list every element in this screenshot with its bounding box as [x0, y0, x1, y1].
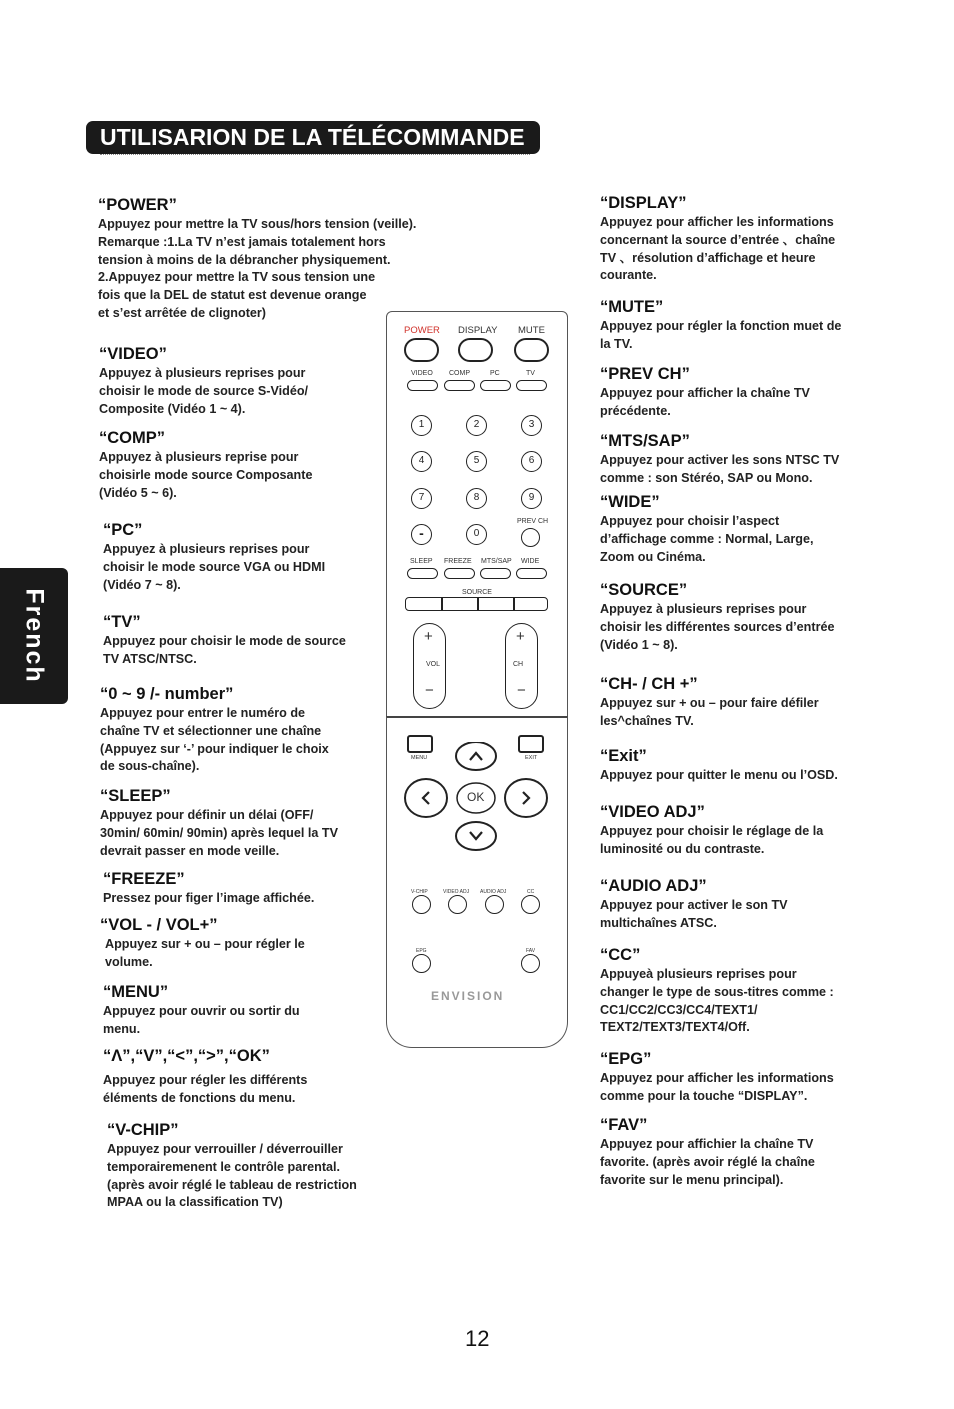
- entry-comp: [99, 428, 312, 502]
- remote-power-label: POWER: [404, 325, 440, 336]
- entry-heading: “PC”: [103, 521, 143, 539]
- entry-prev-ch: [600, 364, 810, 421]
- entry-mute: [600, 297, 841, 354]
- remote-digit-3: 3: [521, 415, 542, 436]
- language-tab: [0, 568, 68, 704]
- entry-display: [600, 193, 835, 285]
- remote-cc-label: CC: [527, 889, 535, 895]
- entry-fav: [600, 1115, 815, 1189]
- remote-epg-button: [412, 954, 431, 973]
- entry-wide: [600, 492, 813, 566]
- remote-digit-6: 6: [521, 451, 542, 472]
- entry-cc: [600, 945, 834, 1037]
- entry-source: [600, 580, 834, 654]
- entry-freeze: [103, 869, 314, 908]
- entry-vchip: [107, 1120, 357, 1212]
- remote-digit-4: 4: [411, 451, 432, 472]
- entry-heading: “0 ~ 9 /- number”: [100, 685, 234, 703]
- entry-heading: “POWER”: [98, 196, 177, 214]
- remote-video-label: VIDEO: [411, 370, 433, 377]
- remote-menu-label: MENU: [411, 755, 428, 761]
- entry-epg: [600, 1049, 834, 1106]
- entry-heading: “AUDIO ADJ”: [600, 877, 707, 895]
- remote-mute-label: MUTE: [518, 325, 545, 336]
- remote-source-divider: [513, 597, 515, 611]
- entry-heading: “V-CHIP”: [107, 1121, 179, 1139]
- entry-power: [98, 195, 416, 323]
- page-title: UTILISARION DE LA TÉLÉCOMMANDE: [86, 121, 540, 154]
- entry-heading: “SLEEP”: [100, 787, 171, 805]
- remote-mts-sap-label: MTS/SAP: [481, 558, 512, 565]
- entry-heading: “FAV”: [600, 1116, 648, 1134]
- remote-sleep-label: SLEEP: [410, 558, 433, 565]
- remote-digit-8: 8: [466, 488, 487, 509]
- entry-text: Appuyez pour choisir le mode de source TV ATSC/NTSC.: [103, 634, 346, 666]
- remote-vol-minus: −: [425, 682, 434, 699]
- entry-text: Appuyez pour affichier la chaîne TV favorite. (après avoir réglé la chaîne favorite sur le menu principal).: [600, 1137, 815, 1187]
- entry-heading: “FREEZE”: [103, 870, 185, 888]
- entry-heading: “MENU”: [103, 983, 169, 1001]
- entry-text: Appuyez pour régler les différents éléments de fonctions du menu.: [103, 1073, 308, 1105]
- entry-heading: “Exit”: [600, 747, 647, 765]
- entry-video: [99, 344, 308, 418]
- remote-fav-label: FAV: [526, 948, 536, 954]
- remote-brand-logo: ENVISION: [431, 989, 505, 1003]
- entry-sleep: [100, 786, 338, 860]
- entry-text: Appuyez pour activer les sons NTSC TV comme : son Stéréo, SAP ou Mono.: [600, 453, 840, 485]
- entry-volume: [100, 915, 305, 972]
- entry-text: Appuyez pour entrer le numéro de chaîne TV et sélectionner une chaîne (Appuyez sur ‘-’ pour indiquer le choix de sous-chaîne).: [100, 706, 329, 774]
- remote-vchip-button: [412, 895, 431, 914]
- remote-ok-label: OK: [467, 790, 485, 804]
- remote-freeze-button: [444, 568, 475, 579]
- language-label: French: [20, 588, 49, 684]
- remote-fav-button: [521, 954, 540, 973]
- remote-audio-adj-button: [485, 895, 504, 914]
- title-divider: [100, 154, 530, 156]
- remote-ch-minus: −: [517, 682, 526, 699]
- entry-text: Appuyez pour afficher les informations concernant la source d’entrée 、chaîne TV 、résolution d’affichage et heure courante.: [600, 215, 836, 283]
- entry-text: Appuyez sur + ou – pour faire défiler les^chaînes TV.: [600, 696, 819, 728]
- entry-pc: [103, 520, 325, 594]
- entry-text: Appuyez à plusieurs reprise pour choisirle mode source Composante (Vidéo 5 ~ 6).: [99, 450, 313, 500]
- entry-tv: [103, 612, 346, 669]
- entry-text: Appuyeà plusieurs reprises pour changer le type de sous-titres comme : CC1/CC2/CC3/CC4/TEXT1/ TEXT2/TEXT3/TEXT4/Off.: [600, 967, 834, 1035]
- remote-prev-ch-label: PREV CH: [517, 518, 549, 525]
- entry-text: Appuyez pour activer le son TV multichaînes ATSC.: [600, 898, 788, 930]
- remote-power-button: [404, 338, 439, 362]
- entry-text: Appuyez à plusieurs reprises pour choisir le mode source VGA ou HDMI (Vidéo 7 ~ 8).: [103, 542, 326, 592]
- remote-wide-label: WIDE: [521, 558, 540, 565]
- entry-heading: “VIDEO ADJ”: [600, 803, 705, 821]
- page-number: 12: [465, 1326, 490, 1351]
- remote-comp-label: COMP: [449, 370, 470, 377]
- remote-mute-button: [514, 338, 549, 362]
- entry-heading: “EPG”: [600, 1050, 652, 1068]
- remote-comp-button: [444, 380, 475, 391]
- remote-digit-5: 5: [466, 451, 487, 472]
- entry-text: Appuyez pour quitter le menu ou l’OSD.: [600, 768, 838, 782]
- remote-source-divider: [441, 597, 443, 611]
- remote-cc-button: [521, 895, 540, 914]
- entry-text: Appuyez pour ouvrir ou sortir du menu.: [103, 1004, 300, 1036]
- remote-freeze-label: FREEZE: [444, 558, 472, 565]
- remote-display-button: [458, 338, 493, 362]
- entry-heading: “COMP”: [99, 429, 165, 447]
- entry-exit: [600, 746, 838, 785]
- entry-heading: “WIDE”: [600, 493, 660, 511]
- entry-navigation: [103, 1046, 307, 1108]
- remote-dash-button: -: [411, 524, 432, 545]
- entry-text: Appuyez pour régler la fonction muet de la TV.: [600, 319, 842, 351]
- entry-number-keys: [100, 684, 329, 776]
- entry-heading: “CC”: [600, 946, 641, 964]
- entry-heading: “Λ”,“V”,“<”,“>”,“OK”: [103, 1047, 270, 1065]
- remote-pc-button: [480, 380, 511, 391]
- entry-heading: “MTS/SAP”: [600, 432, 690, 450]
- entry-audio-adj: [600, 876, 788, 933]
- entry-heading: “VIDEO”: [99, 345, 167, 363]
- remote-source-label: SOURCE: [462, 589, 492, 596]
- entry-mts-sap: [600, 431, 839, 488]
- entry-channel: [600, 674, 819, 731]
- entry-text: Appuyez pour choisir le réglage de la luminosité ou du contraste.: [600, 824, 824, 856]
- entry-heading: “SOURCE”: [600, 581, 688, 599]
- remote-exit-label: EXIT: [525, 755, 538, 761]
- remote-tv-label: TV: [526, 370, 535, 377]
- remote-epg-label: EPG: [416, 948, 427, 954]
- remote-digit-1: 1: [411, 415, 432, 436]
- entry-text: Appuyez pour afficher les informations comme pour la touche “DISPLAY”.: [600, 1071, 834, 1103]
- entry-menu: [103, 982, 300, 1039]
- entry-text: Appuyez à plusieurs reprises pour choisir le mode de source S-Vidéo/ Composite (Vidéo 1 ~ 4).: [99, 366, 309, 416]
- entry-heading: “VOL - / VOL+”: [100, 916, 218, 934]
- entry-text: Appuyez à plusieurs reprises pour choisir les différentes sources d’entrée (Vidéo 1 ~ 8).: [600, 602, 835, 652]
- remote-digit-7: 7: [411, 488, 432, 509]
- entry-text: Appuyez pour choisir l’aspect d’affichage comme : Normal, Large, Zoom ou Cinéma.: [600, 514, 814, 564]
- remote-audio-adj-label: AUDIO ADJ: [480, 889, 507, 895]
- remote-digit-9: 9: [521, 488, 542, 509]
- remote-mts-sap-button: [480, 568, 511, 579]
- entry-heading: “PREV CH”: [600, 365, 690, 383]
- remote-digit-0: 0: [466, 524, 487, 545]
- remote-source-divider: [477, 597, 479, 611]
- remote-wide-button: [516, 568, 547, 579]
- entry-heading: “MUTE”: [600, 298, 664, 316]
- entry-heading: “DISPLAY”: [600, 194, 687, 212]
- entry-text: Appuyez pour verrouiller / déverrouiller temporairemenent le contrôle parental. (après avoir réglé le tableau de restriction MPAA ou la classification TV): [107, 1142, 357, 1210]
- remote-ch-plus: +: [516, 628, 525, 645]
- entry-video-adj: [600, 802, 823, 859]
- entry-text: Appuyez sur + ou – pour régler le volume.: [105, 937, 305, 969]
- entry-heading: “CH- / CH +”: [600, 675, 698, 693]
- remote-pc-label: PC: [490, 370, 500, 377]
- remote-vol-plus: +: [424, 628, 433, 645]
- entry-text: Pressez pour figer l’image affichée.: [103, 891, 315, 905]
- remote-vchip-label: V-CHIP: [411, 889, 428, 895]
- entry-heading: “TV”: [103, 613, 141, 631]
- remote-vol-label: VOL: [426, 661, 441, 668]
- remote-ch-label: CH: [513, 661, 524, 668]
- remote-sleep-button: [407, 568, 438, 579]
- remote-display-label: DISPLAY: [458, 325, 498, 336]
- remote-tv-button: [516, 380, 547, 391]
- remote-video-button: [407, 380, 438, 391]
- remote-video-adj-label: VIDEO ADJ: [443, 889, 470, 895]
- entry-text: Appuyez pour afficher la chaîne TV précédente.: [600, 386, 810, 418]
- entry-text: Appuyez pour mettre la TV sous/hors tension (veille). Remarque :1.La TV n’est jamais totalement hors tension à moins de la débrancher physiquement. 2.Appuyez pour mettre la TV sous tension une fois que la DEL de statut est devenue orange et s’est arrêtée de clignoter): [98, 217, 417, 320]
- entry-text: Appuyez pour définir un délai (OFF/ 30min/ 60min/ 90min) après lequel la TV devrait passer en mode veille.: [100, 808, 338, 858]
- remote-digit-2: 2: [466, 415, 487, 436]
- remote-prev-ch-button: [521, 528, 540, 547]
- remote-video-adj-button: [448, 895, 467, 914]
